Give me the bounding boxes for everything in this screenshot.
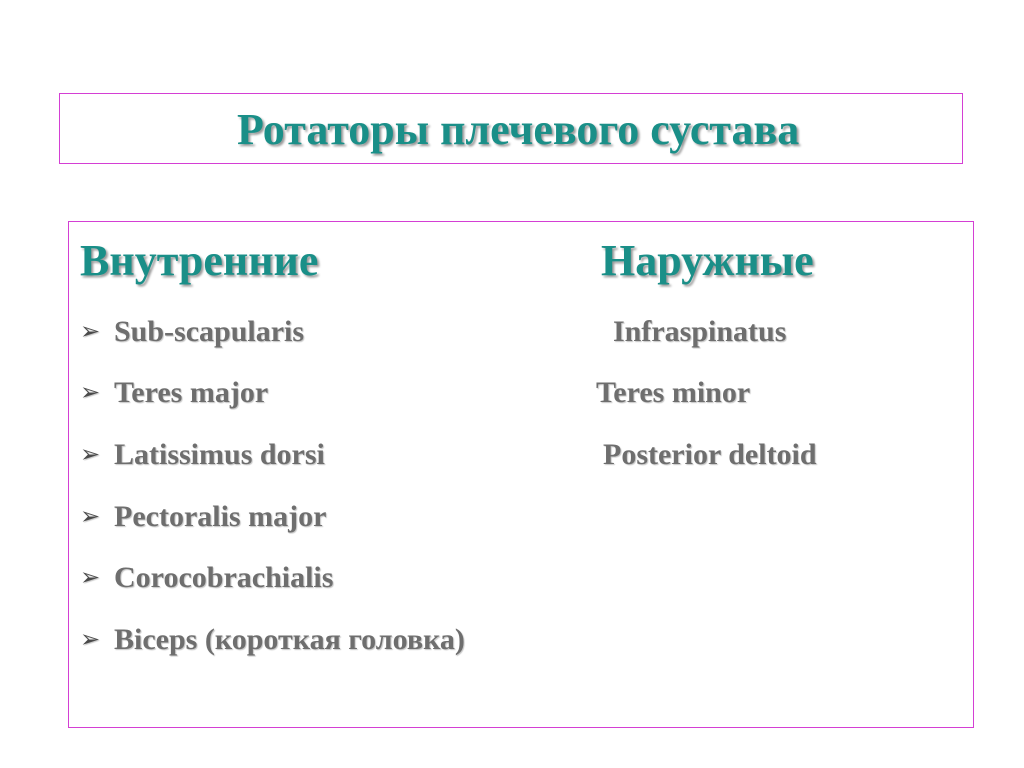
slide-title: Ротаторы плечевого сустава: [237, 105, 800, 154]
arrow-bullet-icon: ➢: [80, 378, 101, 406]
internal-item-label: Corocobrachialis: [114, 561, 334, 594]
arrow-bullet-icon: ➢: [80, 625, 101, 653]
external-list-item: Teres minor: [596, 376, 751, 409]
internal-item-label: Sub-scapularis: [114, 315, 305, 348]
internal-item-label: Latissimus dorsi: [114, 438, 325, 471]
internal-list-item: [80, 378, 268, 408]
internal-list-item: [80, 317, 304, 347]
internal-item-label: Teres major: [114, 376, 269, 409]
internal-list-item: [80, 440, 325, 470]
external-list-item: Posterior deltoid: [603, 438, 817, 471]
external-list-item: Infraspinatus: [613, 315, 787, 348]
arrow-bullet-icon: ➢: [80, 317, 101, 345]
internal-list-item: [80, 502, 326, 532]
internal-list-item: [80, 563, 333, 593]
internal-heading: Внутренние: [80, 236, 319, 285]
internal-item-label: Pectoralis major: [114, 500, 327, 533]
arrow-bullet-icon: ➢: [80, 563, 101, 591]
arrow-bullet-icon: ➢: [80, 440, 101, 468]
internal-list-item: [80, 625, 465, 655]
arrow-bullet-icon: ➢: [80, 502, 101, 530]
internal-item-label: Biceps (короткая головка): [114, 623, 465, 656]
external-heading: Наружные: [601, 236, 814, 285]
